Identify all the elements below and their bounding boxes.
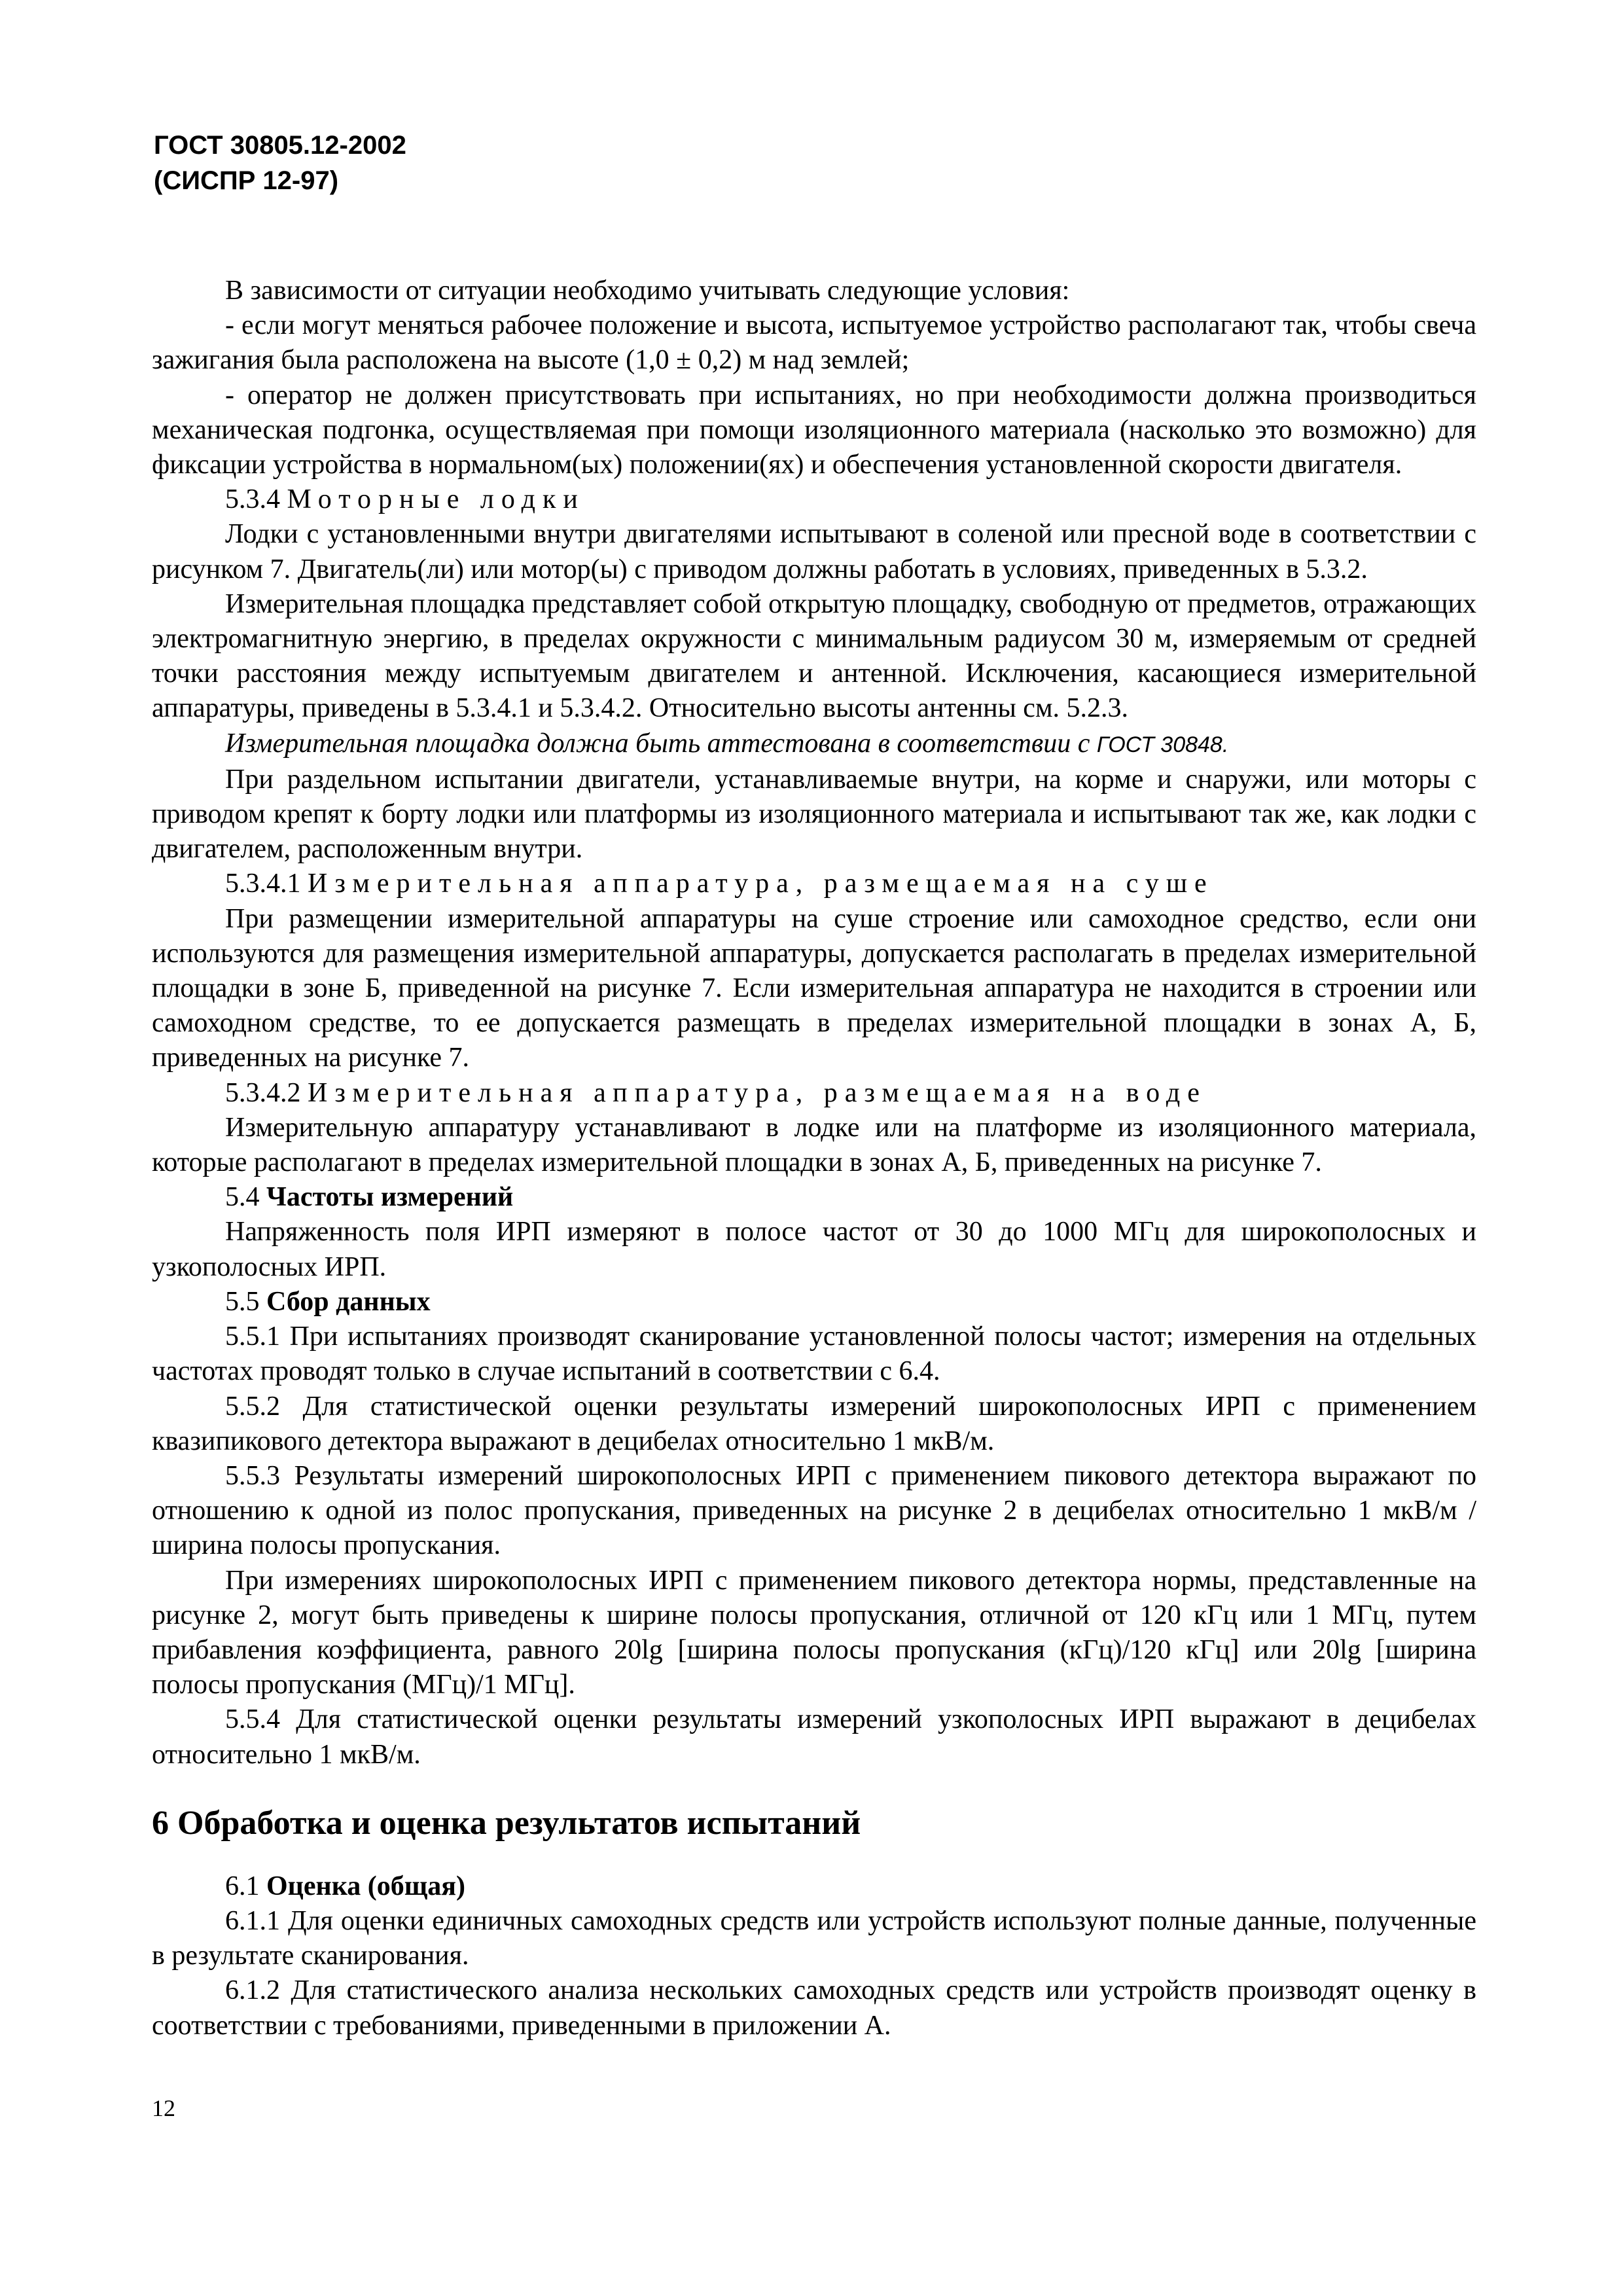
- paragraph-5-5-3-cont: При измерениях широкополосных ИРП с применением пикового детектора нормы, представленные на рисунке 2, могут быть приведены к ширине полосы пропускания, отличной от 120 кГц или 1 МГц, путем прибавления коэффициента, равного 20lg [ширина полосы пропускания (кГц)/120 кГц] или 20lg [ширина полосы пропускания (МГц)/1 МГц].: [152, 1565, 1476, 1700]
- document-header: [154, 128, 406, 198]
- standard-number: ГОСТ 30805.12-2002: [154, 131, 406, 160]
- heading-5-5: [152, 1285, 1476, 1319]
- paragraph-6-1-2: 6.1.2 Для статистического анализа нескольких самоходных средств или устройств производят оценку в соответствии с требованиями, приведенными в приложении А.: [152, 1975, 1476, 2041]
- heading-5-3-4: [152, 482, 1476, 517]
- paragraph-5-3-4-3: [152, 726, 1476, 762]
- paragraph-5-5-1: 5.5.1 При испытаниях производят сканирование установленной полосы частот; измерения на отдельных частотах проводят только в случае испытаний в соответствии с 6.4.: [152, 1321, 1476, 1387]
- paragraph-intro: В зависимости от ситуации необходимо учитывать следующие условия:: [225, 276, 1070, 306]
- paragraph-5-3-4-1: Лодки с установленными внутри двигателями испытывают в соленой или пресной воде в соответствии с рисунком 7. Двигатель(ли) или мотор(ы) с приводом должны работать в условиях, приведенных в 5.3.2.: [152, 519, 1476, 584]
- paragraph-condition-2: - оператор не должен присутствовать при испытаниях, но при необходимости должна производиться механическая подгонка, осуществляемая при помощи изоляционного материала (насколько это возможно) для фиксации устройства в нормальном(ых) положении(ях) и обеспечения установленной скорости двигателя.: [152, 380, 1476, 480]
- heading-title: Частоты измерений: [266, 1182, 514, 1213]
- heading-title: Сбор данных: [266, 1286, 431, 1317]
- heading-number: 5.3.4.1: [225, 869, 301, 899]
- standard-reference: ГОСТ 30848.: [1096, 732, 1229, 757]
- paragraph-5-5-3: 5.5.3 Результаты измерений широкополосных ИРП с применением пикового детектора выражают по отношению к одной из полос пропускания, приведенных на рисунке 2 в децибелах относительно 1 мкВ/м / ширина полосы пропускания.: [152, 1460, 1476, 1561]
- heading-6-1: [152, 1869, 1476, 1904]
- standard-equivalent: (СИСПР 12-97): [154, 166, 339, 195]
- paragraph-5-3-4-4: При раздельном испытании двигатели, устанавливаемые внутри, на корме и снаружи, или моторы с приводом крепят к борту лодки или платформы из изоляционного материала и испытывают так же, как лодки с двигателем, расположенным внутри.: [152, 764, 1476, 865]
- page-number: 12: [152, 2095, 175, 2121]
- paragraph-5-4: Напряженность поля ИРП измеряют в полосе частот от 30 до 1000 МГц для широкополосных и узкополосных ИРП.: [152, 1217, 1476, 1282]
- document-body: [152, 274, 1476, 2043]
- paragraph-5-5-4: 5.5.4 Для статистической оценки результаты измерений узкополосных ИРП выражают в децибелах относительно 1 мкВ/м.: [152, 1704, 1476, 1770]
- paragraph-5-3-4-2-text: Измерительную аппаратуру устанавливают в лодке или на платформе из изоляционного материала, которые располагают в пределах измерительной площадки в зонах А, Б, приведенных на рисунке 7.: [152, 1112, 1476, 1178]
- heading-title: Оценка (общая): [266, 1871, 465, 1901]
- heading-number: 6.1: [225, 1871, 260, 1901]
- heading-number: 5.5: [225, 1286, 260, 1317]
- heading-title: Моторные лодки: [287, 484, 585, 515]
- paragraph-5-5-2: 5.5.2 Для статистической оценки результаты измерений широкополосных ИРП с применением квазипикового детектора выражают в децибелах относительно 1 мкВ/м.: [152, 1391, 1476, 1456]
- heading-title: Измерительная аппаратура, размещаемая на суше: [308, 869, 1214, 899]
- paragraph-condition-1: - если могут меняться рабочее положение и высота, испытуемое устройство располагают так, чтобы свеча зажигания была расположена на высоте (1,0 ± 0,2) м над землей;: [152, 310, 1476, 376]
- paragraph-5-3-4-2: Измерительная площадка представляет собой открытую площадку, свободную от предметов, отражающих электромагнитную энергию, в пределах окружности с минимальным радиусом 30 м, измеряемым от средней точки расстояния между испытуемым двигателем и антенной. Исключения, касающиеся измерительной аппаратуры, приведены в 5.3.4.1 и 5.3.4.2. Относительно высоты антенны см. 5.2.3.: [152, 588, 1476, 724]
- paragraph-6-1-1: 6.1.1 Для оценки единичных самоходных средств или устройств используют полные данные, полученные в результате сканирования.: [152, 1905, 1476, 1971]
- italic-note: Измерительная площадка должна быть аттестована в соответствии с: [225, 728, 1090, 759]
- heading-title: Измерительная аппаратура, размещаемая на воде: [308, 1077, 1207, 1108]
- heading-number: 5.3.4: [225, 484, 280, 515]
- heading-5-4: [152, 1180, 1476, 1215]
- heading-5-3-4-1: [152, 867, 1476, 901]
- section-6-title: 6 Обработка и оценка результатов испытаний: [152, 1804, 861, 1842]
- heading-number: 5.4: [225, 1182, 260, 1213]
- heading-number: 5.3.4.2: [225, 1077, 301, 1108]
- paragraph-5-3-4-1-text: При размещении измерительной аппаратуры на суше строение или самоходное средство, если они используются для размещения измерительной аппаратуры, допускается располагать в пределах измерительной площадки в зоне Б, приведенной на рисунке 7. Если измерительная аппаратура не находится в строении или самоходном средстве, то ее допускается размещать в пределах измерительной площадки в зонах А, Б, приведенных на рисунке 7.: [152, 903, 1476, 1073]
- heading-5-3-4-2: [152, 1076, 1476, 1111]
